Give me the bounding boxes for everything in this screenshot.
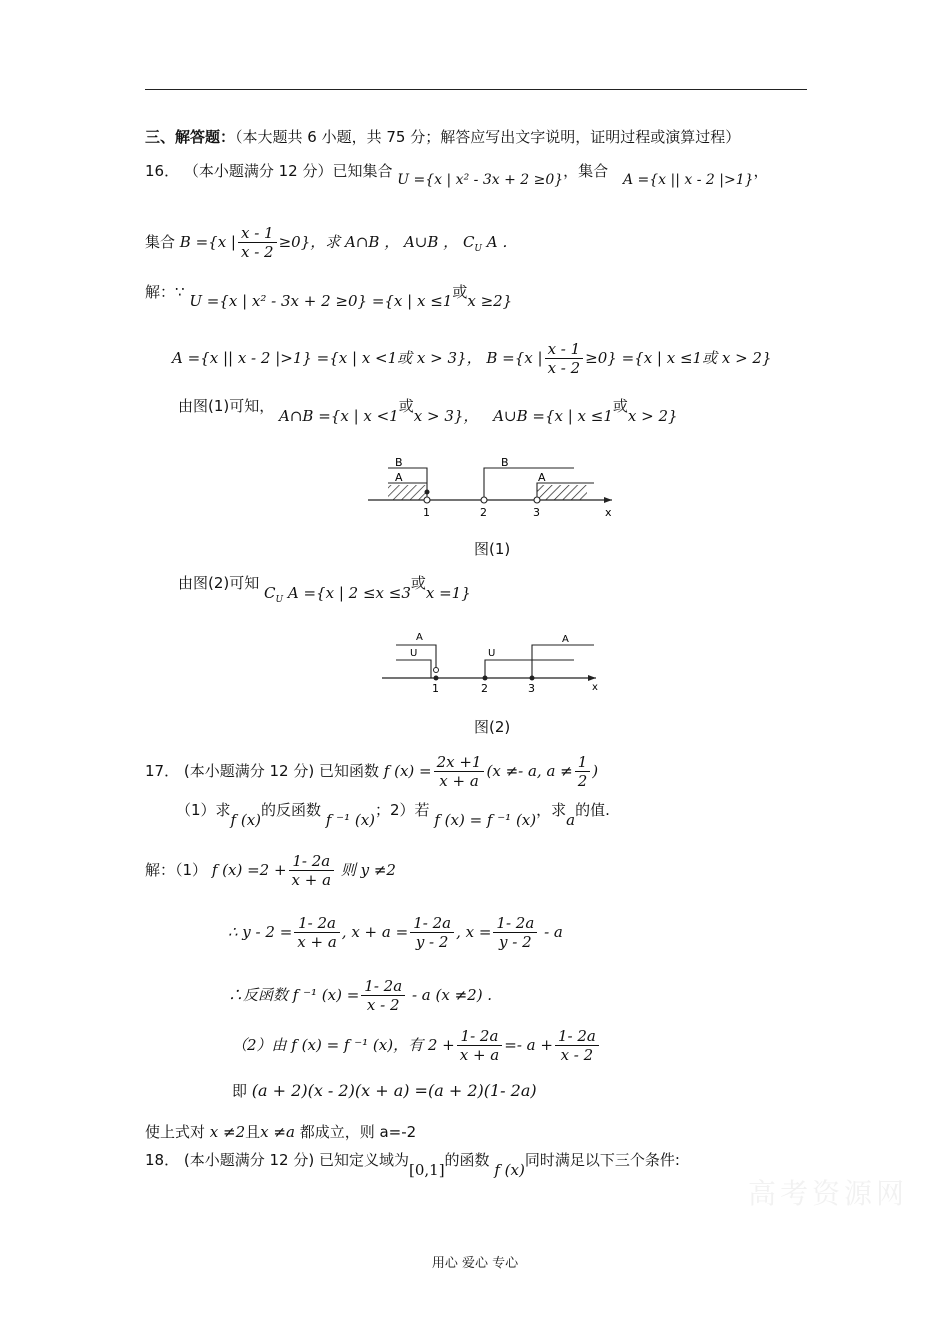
axis-arrow (604, 497, 612, 503)
b-set-left: B ={x | (486, 349, 543, 367)
text: 的值. (575, 801, 610, 819)
equation: f (x) = f ⁻¹ (x) (434, 811, 537, 829)
fraction (545, 340, 584, 377)
condition: (x ≠- a, a ≠ (486, 762, 573, 780)
question: ，求 A∩B ， A∪B ， C (310, 233, 475, 251)
solution-16-line3 (178, 396, 678, 425)
denominator: x + a (439, 772, 479, 790)
expr: - a (x ≠2) . (411, 986, 493, 1004)
condition-end: ) (592, 762, 599, 780)
fraction (457, 1027, 503, 1064)
set-b-left: B ={x | (179, 233, 236, 251)
f-x: f (x) (494, 1161, 525, 1179)
problem-number: 18． (145, 1151, 180, 1169)
union-end: x > 2} (627, 407, 678, 425)
label-a-left: A (416, 632, 423, 643)
numerator: x - 1 (238, 224, 277, 243)
open-point-2 (481, 497, 487, 503)
fraction (555, 1027, 599, 1064)
set-u: U ={x | x² - 3x + 2 ≥0} (397, 172, 564, 188)
fraction (575, 753, 591, 790)
b-set-right: ≥0} ={x | x ≤1或 x > 2} (585, 349, 772, 367)
numerator: 1- 2a (457, 1027, 503, 1046)
numerator: 1- 2a (361, 977, 405, 996)
numerator: 2x +1 (434, 753, 485, 772)
or-word: 或 (612, 397, 628, 415)
problem-17-line1 (145, 751, 598, 791)
tick-label-1: 1 (423, 506, 430, 519)
label-u-left: U (410, 648, 418, 659)
or-word: 或 (452, 283, 468, 301)
solution-label: 解：（1） (145, 861, 208, 879)
point-1 (434, 676, 439, 681)
fraction (410, 914, 454, 951)
text: 且 (245, 1123, 261, 1141)
section-heading (145, 127, 740, 147)
point-3 (530, 676, 535, 681)
expr: x ≠2 (209, 1123, 246, 1141)
axis-label: x (605, 506, 612, 519)
figure-2-caption: 图(2) (474, 718, 511, 736)
numerator: x - 1 (545, 340, 584, 359)
open-point-1 (424, 497, 430, 503)
problem-16-line2 (145, 222, 517, 269)
problem-17-line2 (176, 800, 610, 829)
top-rule (145, 89, 807, 90)
union: A∪B ={x | x ≤1 (493, 407, 613, 425)
denominator: x + a (459, 1046, 500, 1064)
expr: , x + a = (341, 923, 409, 941)
solution-16-line4 (178, 573, 471, 605)
question-end: A ． (482, 233, 518, 251)
hatched-region-left (388, 485, 427, 500)
label-a-right: A (538, 471, 546, 484)
label-a-left: A (395, 471, 403, 484)
denominator: x - 2 (547, 359, 581, 377)
tick-label-1: 1 (432, 682, 439, 695)
subscript: U (275, 595, 284, 605)
or-word: 或 (410, 574, 426, 592)
numerator: 1- 2a (555, 1027, 599, 1046)
text: 同时满足以下三个条件: (524, 1151, 680, 1169)
problem-intro: (本小题满分 12 分) 已知定义域为 (183, 1151, 409, 1169)
problem-18-line1 (145, 1150, 680, 1179)
axis-arrow (588, 675, 596, 681)
var-a: a (566, 811, 576, 829)
subscript: U (474, 244, 483, 254)
problem-number: 16． (145, 162, 180, 180)
function-def: f (x) = (383, 762, 432, 780)
complement-end: x =1} (425, 584, 471, 602)
numerator: 1- 2a (294, 914, 340, 933)
solution-17-line4 (232, 1025, 601, 1065)
expr: f (x) =2 + (211, 861, 287, 879)
text: ，求 (536, 801, 567, 819)
expr: - a (544, 923, 563, 941)
closed-point (425, 490, 430, 495)
fraction (493, 914, 537, 951)
problem-intro: （本小题满分 12 分）已知集合 (183, 162, 393, 180)
numerator: 1- 2a (289, 852, 335, 871)
tick-label-2: 2 (480, 506, 487, 519)
open-point (434, 668, 439, 673)
problem-intro: (本小题满分 12 分) 已知函数 (183, 762, 379, 780)
text: 的函数 (444, 1151, 490, 1169)
intersection-end: x > 3}， (413, 407, 479, 425)
a-set: A ={x || x - 2 |>1} ={x | x <1或 x > 3}， (172, 349, 482, 367)
solution-16-line1 (145, 282, 513, 310)
label-a-right: A (562, 634, 569, 645)
fraction (361, 977, 405, 1014)
expr: =- a + (504, 1036, 553, 1054)
domain-interval: [0,1] (408, 1161, 445, 1179)
intersection: A∩B ={x | x <1 (279, 407, 399, 425)
text: ， (753, 162, 769, 180)
fraction (289, 852, 335, 889)
tick-label-3: 3 (528, 682, 535, 695)
text: （1）求 (176, 801, 231, 819)
solution-17-line2 (228, 912, 563, 952)
inverse-f: f ⁻¹ (x) (325, 811, 376, 829)
denominator: y - 2 (499, 933, 532, 951)
expr: 则 y ≠2 (340, 861, 396, 879)
text: 集合 (145, 233, 176, 251)
numerator: 1- 2a (493, 914, 537, 933)
tick-label-2: 2 (481, 682, 488, 695)
number-line-figure-2 (374, 628, 610, 698)
solution-17-line5 (232, 1081, 537, 1101)
denominator: x - 2 (366, 996, 400, 1014)
denominator: x - 2 (560, 1046, 594, 1064)
text: 即 (232, 1082, 248, 1100)
f-x: f (x) (230, 811, 262, 829)
text: ；2）若 (375, 801, 430, 819)
section-note: （本大题共 6 小题，共 75 分；解答应写出文字说明，证明过程或演算过程） (235, 128, 741, 146)
solution-16-line2 (172, 338, 772, 378)
denominator: x + a (291, 871, 332, 889)
watermark: 高考资源网 (748, 1177, 909, 1210)
complement-symbol: C (264, 584, 276, 602)
denominator: x - 2 (240, 243, 274, 261)
text: 使上式对 (145, 1123, 206, 1141)
numerator: 1 (575, 753, 591, 772)
bracket-a-right (532, 645, 594, 678)
tick-label-3: 3 (533, 506, 540, 519)
denominator: 2 (577, 772, 588, 790)
section-title: 三、解答题： (145, 128, 236, 146)
expr: , x = (456, 923, 492, 941)
problem-number: 17． (145, 762, 180, 780)
denominator: y - 2 (415, 933, 449, 951)
expr: x ≠a (260, 1123, 295, 1141)
set-a: A ={x || x - 2 |>1} (622, 172, 754, 188)
fraction (434, 753, 485, 790)
solution-label: 解：∵ (145, 283, 185, 301)
denominator: x + a (297, 933, 337, 951)
solution-17-line6 (145, 1122, 416, 1142)
point-2 (483, 676, 488, 681)
equation: (a + 2)(x - 2)(x + a) =(a + 2)(1- 2a) (251, 1081, 537, 1100)
open-point-3 (534, 497, 540, 503)
bracket-u-left (396, 660, 431, 678)
axis-label: x (592, 682, 598, 693)
u-set-end: x ≥2} (467, 292, 513, 310)
bracket-u-mid (485, 660, 574, 678)
figure-1-caption: 图(1) (474, 540, 511, 558)
text: 由图(1)可知， (178, 397, 275, 415)
label-b-right: B (501, 456, 509, 469)
expr: ∴反函数 f ⁻¹ (x) = (228, 986, 360, 1004)
expr: ∴ y - 2 = (228, 923, 293, 941)
text: ，集合 (563, 162, 609, 180)
hatched-region-right (537, 485, 587, 500)
u-set: U ={x | x² - 3x + 2 ≥0} ={x | x ≤1 (189, 292, 453, 310)
page-footer: 用心 爱心 专心 (431, 1256, 519, 1271)
expr: （2）由 f (x) = f ⁻¹ (x)，有 2 + (232, 1036, 455, 1054)
problem-16-line1 (145, 161, 769, 188)
text: 的反函数 (261, 801, 322, 819)
solution-17-line3 (228, 975, 492, 1015)
set-b-right: ≥0} (278, 233, 311, 251)
solution-17-line1 (145, 850, 396, 890)
fraction (294, 914, 340, 951)
numerator: 1- 2a (410, 914, 454, 933)
number-line-figure-1 (360, 456, 630, 522)
label-b-left: B (395, 456, 403, 469)
complement-set: A ={x | 2 ≤x ≤3 (283, 584, 411, 602)
or-word: 或 (398, 397, 414, 415)
fraction (238, 224, 277, 261)
text: 都成立，则 a=-2 (299, 1123, 417, 1141)
text: 由图(2)可知 (178, 574, 260, 592)
label-u-mid: U (488, 648, 496, 659)
